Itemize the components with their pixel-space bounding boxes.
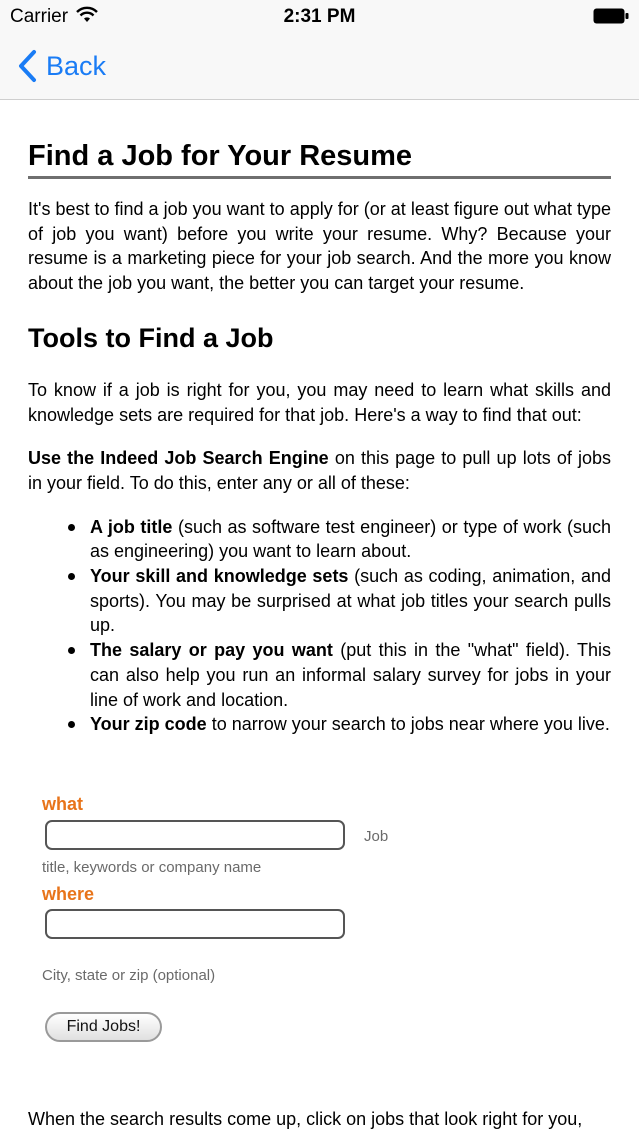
section-paragraph: To know if a job is right for you, you may need to learn what skills and knowledge sets are required for that job. Here's a way to find that out: xyxy=(28,379,611,425)
what-hint: title, keywords or company name xyxy=(42,859,262,876)
list-item xyxy=(90,564,611,638)
tips-list xyxy=(28,515,611,737)
find-jobs-button[interactable]: Find Jobs! xyxy=(45,1012,162,1042)
page-title: Find a Job for Your Resume xyxy=(28,138,611,179)
what-input[interactable] xyxy=(45,820,345,850)
list-item-text: to narrow your search to jobs near where you live. xyxy=(206,714,610,735)
bullet-icon xyxy=(68,524,75,531)
carrier-label: Carrier xyxy=(10,6,69,27)
intro-paragraph: It's best to find a job you want to apply for (or at least figure out what type of job you want) before you write your resume. Why? Because your resume is a marketing piece for your job search. And the more you know about the job you want, the better you can target your resume. xyxy=(28,199,611,294)
list-item xyxy=(90,515,611,564)
list-item-bold: Your skill and knowledge sets xyxy=(90,566,349,587)
navigation-bar xyxy=(0,34,639,100)
list-item-bold: The salary or pay you want xyxy=(90,640,333,661)
where-label: where xyxy=(42,884,95,904)
article-content xyxy=(28,100,611,737)
chevron-left-icon xyxy=(16,49,38,83)
results-paragraph: When the search results come up, click on jobs that look right for you, xyxy=(28,1109,583,1129)
status-bar xyxy=(0,0,639,34)
list-item xyxy=(90,638,611,712)
where-input[interactable] xyxy=(45,909,345,939)
list-item-bold: A job title xyxy=(90,516,173,537)
engine-text: on this page to pull up lots of jobs in your field. To do this, enter any or all of these: xyxy=(28,448,611,493)
job-side-label: Job xyxy=(364,828,389,845)
what-label: what xyxy=(42,794,84,814)
list-item-text: (put this in the "what" field). This can also help you run an informal salary survey for jobs in your line of work and location. xyxy=(90,640,611,710)
back-button[interactable] xyxy=(16,48,106,84)
bullet-icon xyxy=(68,647,75,654)
clock: 2:31 PM xyxy=(283,6,356,27)
list-item xyxy=(90,712,611,737)
list-item-text: (such as software test engineer) or type of work (such as engineering) you want to learn about. xyxy=(90,516,611,562)
back-label: Back xyxy=(46,50,107,81)
where-hint: City, state or zip (optional) xyxy=(42,967,216,984)
section-title: Tools to Find a Job xyxy=(28,322,274,353)
list-item-bold: Your zip code xyxy=(90,714,207,735)
engine-paragraph xyxy=(28,446,611,495)
list-item-text: (such as coding, animation, and sports). You may be surprised at what job titles your search pulls up. xyxy=(90,566,611,636)
battery-icon xyxy=(593,8,629,24)
job-search-form xyxy=(41,792,601,1052)
bullet-icon xyxy=(68,573,75,580)
bullet-icon xyxy=(68,721,75,728)
engine-bold-text: Use the Indeed Job Search Engine xyxy=(28,448,329,469)
